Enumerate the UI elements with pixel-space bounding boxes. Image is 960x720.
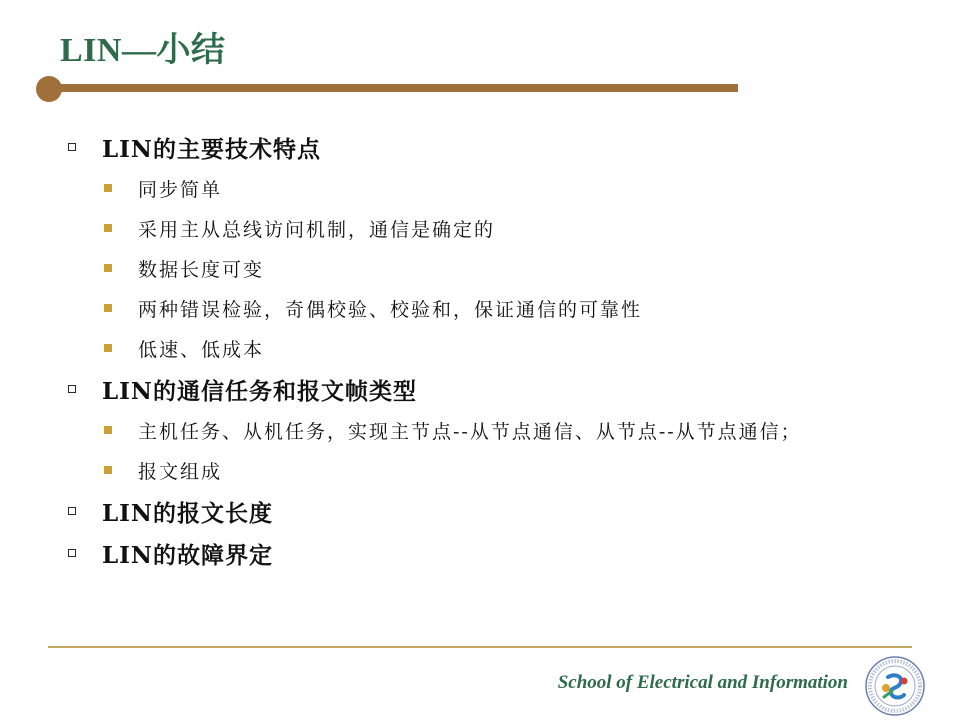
list-item xyxy=(66,410,926,450)
hollow-square-bullet-icon xyxy=(68,507,76,515)
filled-square-bullet-icon xyxy=(104,344,112,352)
filled-square-bullet-icon xyxy=(104,426,112,434)
list-item-text: 数据长度可变 xyxy=(138,258,265,281)
list-item-text: 主机任务、从机任务，实现主节点--从节点通信、从节点--从节点通信； xyxy=(138,420,802,443)
filled-square-bullet-icon xyxy=(104,224,112,232)
list-item xyxy=(66,450,926,490)
slide-title: LIN—小结 xyxy=(60,32,226,69)
list-item xyxy=(66,490,926,532)
school-logo-icon xyxy=(864,655,926,717)
filled-square-bullet-icon xyxy=(104,264,112,272)
list-item xyxy=(66,368,926,410)
list-item-text: 两种错误检验，奇偶校验、校验和，保证通信的可靠性 xyxy=(138,298,643,321)
list-item-text: 同步简单 xyxy=(138,178,223,201)
list-item xyxy=(66,328,926,368)
footer-divider xyxy=(48,646,912,648)
filled-square-bullet-icon xyxy=(104,466,112,474)
list-item xyxy=(66,288,926,328)
hollow-square-bullet-icon xyxy=(68,385,76,393)
list-item-text: LIN的主要技术特点 xyxy=(102,135,321,163)
list-item-text: LIN的通信任务和报文帧类型 xyxy=(102,377,417,405)
list-item-text: 低速、低成本 xyxy=(138,338,265,361)
title-accent-bar xyxy=(50,84,738,92)
hollow-square-bullet-icon xyxy=(68,143,76,151)
list-item xyxy=(66,168,926,208)
bullet-list xyxy=(66,126,926,574)
list-item xyxy=(66,532,926,574)
filled-square-bullet-icon xyxy=(104,304,112,312)
footer-school-name: School of Electrical and Information xyxy=(557,672,848,693)
list-item-text: LIN的故障界定 xyxy=(102,541,273,569)
list-item-text: 报文组成 xyxy=(138,460,223,483)
list-item xyxy=(66,208,926,248)
list-item-text: 采用主从总线访问机制，通信是确定的 xyxy=(138,218,496,241)
list-item xyxy=(66,126,926,168)
filled-square-bullet-icon xyxy=(104,184,112,192)
hollow-square-bullet-icon xyxy=(68,549,76,557)
list-item-text: LIN的报文长度 xyxy=(102,499,273,527)
list-item xyxy=(66,248,926,288)
